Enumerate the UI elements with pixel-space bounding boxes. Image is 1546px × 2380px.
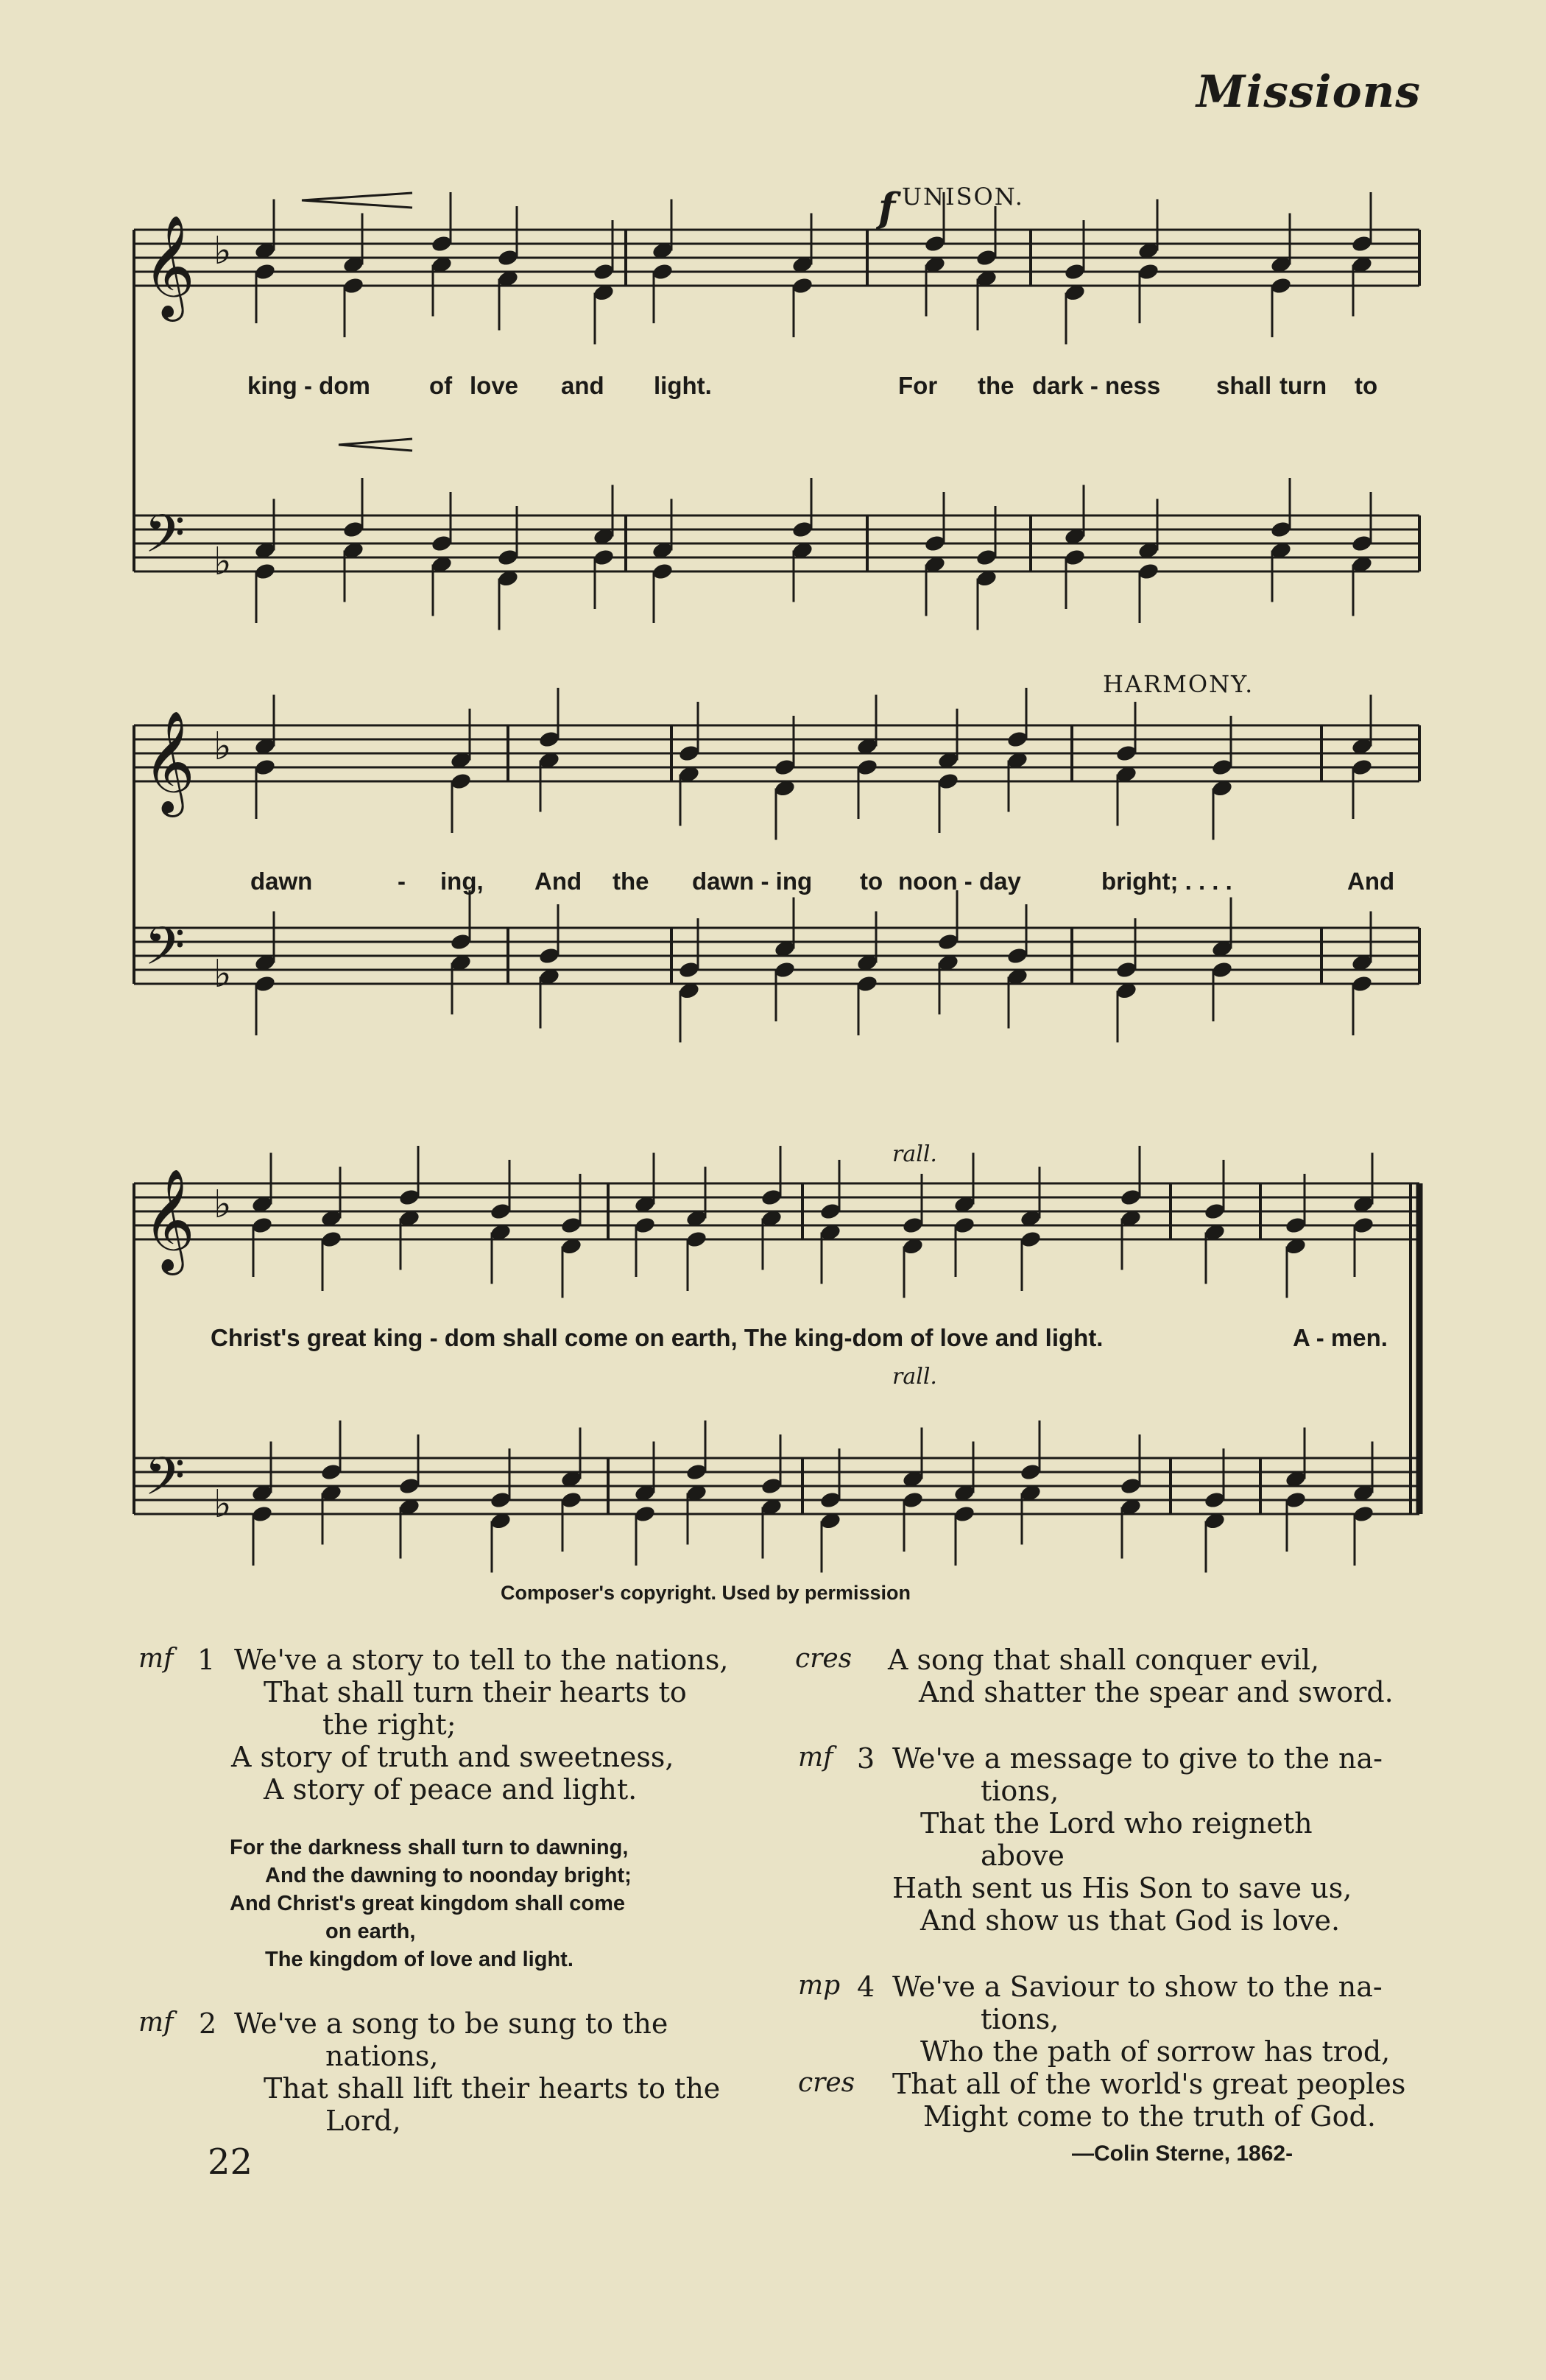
lyric-word: dark - ness [1032,372,1161,399]
lyric-line: Christ's great king - dom shall come on earth, The king-dom of love and light. [211,1324,1104,1351]
verse-line: And shatter the spear and sword. [919,1676,1394,1708]
verse-line: nations, [325,2040,439,2072]
verse-line: A song that shall conquer evil, [888,1644,1320,1676]
verse-line: the right; [322,1708,456,1741]
treble-clef-icon: 𝄞 [143,1169,195,1271]
section-header: Missions [1196,66,1421,118]
lyric-word: the [613,867,649,895]
bass-clef-icon: 𝄢 [144,504,186,577]
verse-line: We've a Saviour to show to the na- [892,1971,1383,2003]
lyric-word: the [978,372,1014,399]
rall-mark-treble: rall. [892,1141,937,1167]
lyric-word: ing, [440,867,484,895]
lyric-word: and [561,372,604,399]
lyric-word: bright; . . . . [1101,867,1232,895]
lyric-word: love [470,372,519,399]
flat-key-icon: ♭ [213,1482,232,1527]
verse-line: tions, [981,2003,1059,2035]
lyric-word: of [429,372,453,399]
refrain-line: For the darkness shall turn to dawning, [230,1836,629,1859]
lyric-word: A - men. [1293,1324,1388,1351]
lyric-word: to [1355,372,1378,399]
refrain-line: on earth, [325,1920,416,1943]
lyric-word: dawn - ing [692,867,813,895]
rall-mark-bass: rall. [892,1364,937,1390]
refrain [230,1834,632,1974]
verse-line: Lord, [325,2105,401,2137]
dynamic-mark: mf [798,1742,833,1772]
verse-text [234,2007,720,2137]
verse-line: A story of truth and sweetness, [231,1741,674,1773]
refrain-line: And the dawning to noonday bright; [265,1864,632,1887]
lyric-word: turn [1279,372,1327,399]
verse-line: A story of peace and light. [264,1773,638,1806]
lyric-word: - [398,867,406,895]
flat-key-icon: ♭ [213,1183,232,1227]
lyric-word: shall [1216,372,1272,399]
flat-key-icon: ♭ [213,725,232,769]
lyric-word: And [1347,867,1395,895]
lyric-word: For [898,372,938,399]
lyric-word: king - dom [247,372,370,399]
author-credit: —Colin Sterne, 1862- [1072,2141,1293,2166]
dynamic-mark: mf [138,2007,174,2038]
lyric-word: to [860,867,883,895]
verse-number: 3 [857,1742,875,1775]
verse-number: 2 [199,2007,217,2040]
verse-line: And show us that God is love. [920,1904,1341,1937]
verse-text [892,1971,1390,2068]
lyric-word: noon - day [898,867,1021,895]
verse-line: That shall turn their hearts to [264,1676,687,1708]
page-number: 22 [208,2141,253,2183]
flat-key-icon: ♭ [213,952,232,996]
verse-line: That shall lift their hearts to the [264,2072,721,2105]
verse-number: 1 [197,1644,216,1676]
verse-text [892,2068,1405,2133]
bass-clef-icon: 𝄢 [144,1446,186,1520]
crescendo-hairpin [339,439,412,451]
bass-clef-icon: 𝄢 [144,916,186,990]
verse-line: We've a story to tell to the nations, [234,1644,729,1676]
verse-text [892,1742,1383,1937]
verse-line: We've a message to give to the na- [892,1742,1383,1775]
treble-clef-icon: 𝄞 [143,215,195,317]
dynamic-mark: mf [138,1644,174,1674]
dynamic-mark: cres [798,2068,855,2098]
lyric-word: And [534,867,582,895]
flat-key-icon: ♭ [213,540,232,584]
verse-text [888,1644,1394,1708]
treble-clef-icon: 𝄞 [143,711,195,813]
refrain-line: The kingdom of love and light. [265,1948,573,1971]
verse-line: Hath sent us His Son to save us, [892,1872,1352,1904]
verse-line: tions, [981,1775,1059,1807]
copyright-credit: Composer's copyright. Used by permission [501,1582,911,1604]
verse-line: Who the path of sorrow has trod, [920,2035,1391,2068]
verse-line: That the Lord who reigneth [920,1807,1313,1839]
lyric-word: light. [654,372,712,399]
verse-line: That all of the world's great peoples [892,2068,1406,2100]
lyric-word: dawn [250,867,313,895]
dynamic-mark: mp [798,1971,841,2001]
unison-mark: UNISON. [902,183,1024,211]
verse-line: above [981,1839,1065,1872]
refrain-line: And Christ's great kingdom shall come [230,1892,626,1915]
harmony-mark: HARMONY. [1103,670,1254,698]
verse-line: Might come to the truth of God. [923,2100,1376,2133]
verse-line: We've a song to be sung to the [234,2007,668,2040]
crescendo-hairpin [302,193,412,208]
verse-text [231,1644,729,1806]
forte-mark: f [878,184,896,231]
dynamic-mark: cres [795,1644,853,1674]
verse-number: 4 [857,1971,875,2003]
flat-key-icon: ♭ [213,229,232,273]
